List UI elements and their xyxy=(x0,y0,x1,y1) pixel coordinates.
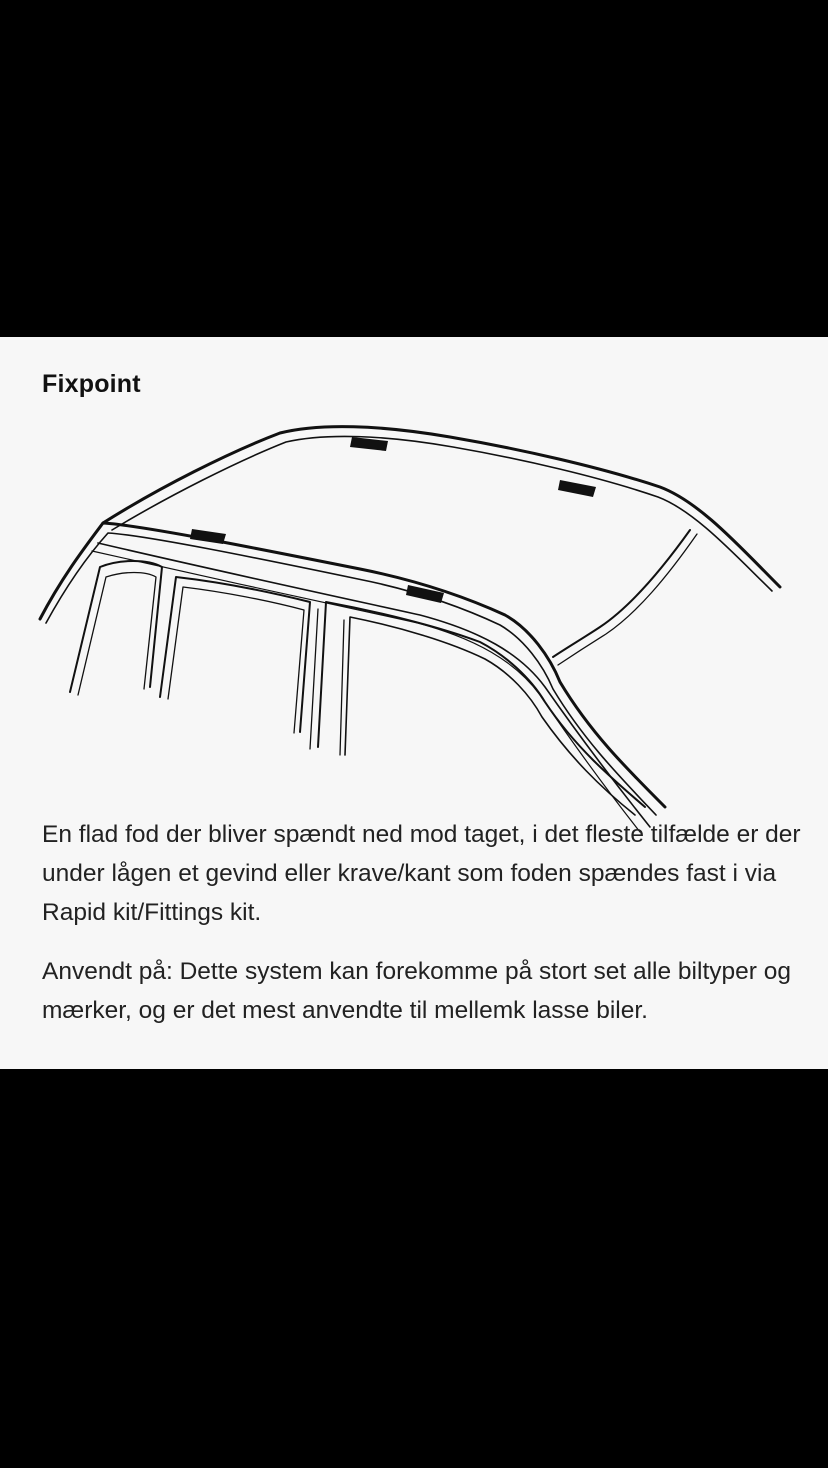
roof-near-rail xyxy=(40,523,665,807)
rear-pillar xyxy=(553,530,690,657)
roof-near-rail-inner xyxy=(46,533,656,815)
roof-far-edge-inner xyxy=(112,436,772,591)
door-frame-rear-window-inner xyxy=(340,620,344,755)
door-frame-middle-inner xyxy=(168,587,304,733)
fixpoint-pad-icon xyxy=(558,480,596,497)
fixpoint-pad-icon xyxy=(190,529,226,544)
content-card xyxy=(0,337,828,1069)
section-title: Fixpoint xyxy=(42,370,141,398)
door-frame-rear-inner xyxy=(310,609,318,749)
description-text: En flad fod der bliver spændt ned mod taget, i det fleste tilfælde er der under lågen et gevind eller krave/kant som foden spændes fast i via Rapid kit/Fittings kit. xyxy=(42,821,801,926)
side-sweep-outer xyxy=(98,543,650,827)
door-frame-middle xyxy=(160,577,310,732)
door-frame-front-inner xyxy=(78,573,156,696)
rear-pillar-inner xyxy=(558,534,697,665)
door-frame-rear xyxy=(318,602,645,807)
fixpoint-pad-icon xyxy=(350,437,388,451)
usage-text: Anvendt på: Dette system kan forekomme på stort set alle biltyper og mærker, og er det mest anvendte til mellemk lasse biler. xyxy=(42,958,791,1024)
